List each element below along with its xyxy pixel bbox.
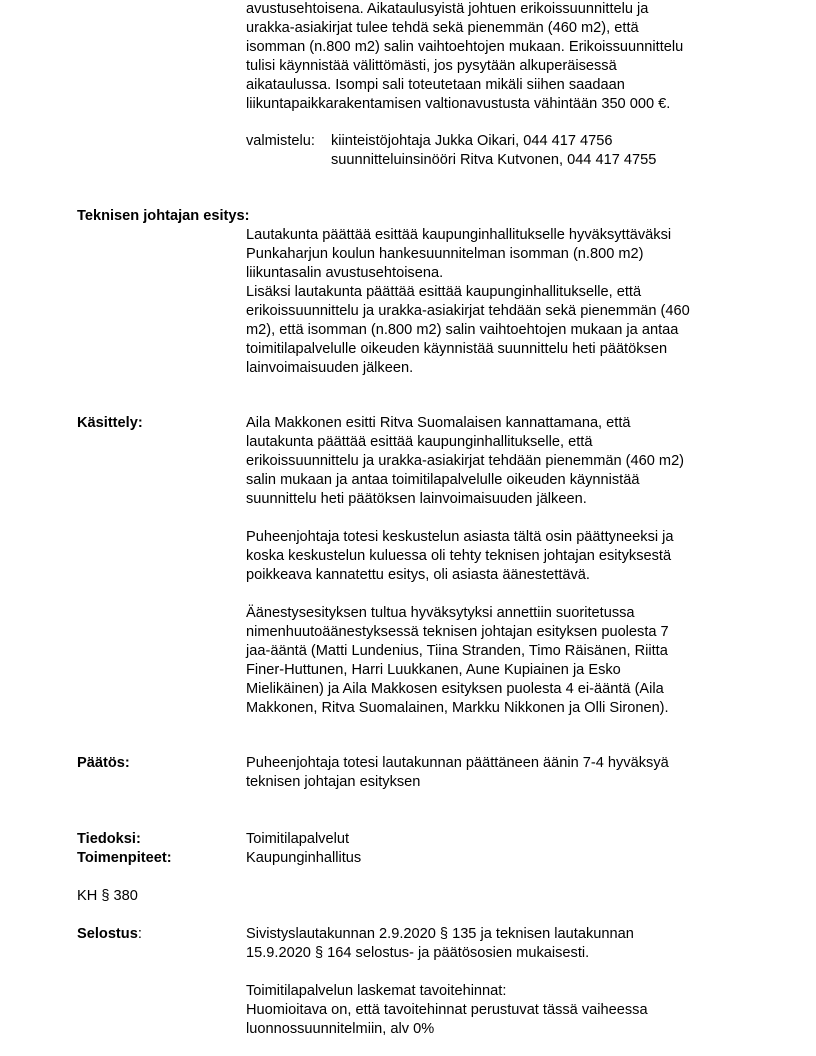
preparation-label: valmistelu: xyxy=(246,133,315,149)
proposal-label: Teknisen johtajan esitys: xyxy=(77,208,250,224)
decision-label: Päätös: xyxy=(77,755,130,771)
kh-reference: KH § 380 xyxy=(77,888,138,904)
actions-value: Kaupunginhallitus xyxy=(246,850,362,866)
info-value: Toimitilapalvelut xyxy=(246,831,350,847)
preparation-line-2: suunnitteluinsinööri Ritva Kutvonen, 044 417 4755 xyxy=(331,152,657,168)
info-label: Tiedoksi: xyxy=(77,831,141,847)
description-paragraph-1: Sivistyslautakunnan 2.9.2020 § 135 ja teknisen lautakunnan 15.9.2020 § 164 selostus- ja päätösosien mukaisesti. xyxy=(246,926,634,961)
intro-paragraph: avustusehtoisena. Aikataulusyistä johtuen erikoissuunnittelu ja urakka-asiakirjat tulee tehdä sekä pienemmän (460 m2), että isomman (n.800 m2) salin vaihtoehtojen mukaan. Erikoissuunnittelu tulisi käynnistää välittömästi, jos pysytään alkuperäisessä aikataulussa. Isompi sali toteutetaan mikäli siihen saadaan liikuntapaikkarakentamisen valtionavustusta vähintään 350 000 €. xyxy=(246,1,684,112)
handling-label: Käsittely: xyxy=(77,415,143,431)
description-label: Selostus xyxy=(77,926,138,942)
handling-paragraph-1: Aila Makkonen esitti Ritva Suomalaisen kannattamana, että lautakunta päättää esittää kaupunginhallitukselle, että erikoissuunnittelu ja urakka-asiakirjat tehdään pienemmän (460 m2) salin mukaan ja antaa toimitilapalvelulle oikeuden käynnistää suunnittelu heti päätöksen lainvoimaisuuden jälkeen. xyxy=(246,415,685,507)
description-label-wrap xyxy=(77,925,142,944)
actions-label: Toimenpiteet: xyxy=(77,850,172,866)
preparation-block xyxy=(246,132,766,170)
proposal-text: Lautakunta päättää esittää kaupunginhallitukselle hyväksyttäväksi Punkaharjun koulun hankesuunnitelman isomman (n.800 m2) liikuntasalin avustusehtoisena. Lisäksi lautakunta päättää esittää kaupunginhallitukselle, että erikoissuunnittelu ja urakka-asiakirjat tehdään sekä pienemmän (460 m2), että isomman (n.800 m2) salin vaihtoehtojen mukaan ja antaa toimitilapalvelulle oikeuden käynnistää suunnittelu heti päätöksen lainvoimaisuuden jälkeen. xyxy=(246,227,690,376)
decision-text: Puheenjohtaja totesi lautakunnan päättäneen äänin 7-4 hyväksyä teknisen johtajan esityksen xyxy=(246,755,669,790)
description-colon: : xyxy=(137,926,142,942)
preparation-line-1: kiinteistöjohtaja Jukka Oikari, 044 417 4756 xyxy=(331,133,613,149)
handling-paragraph-3: Äänestysesityksen tultua hyväksytyksi annettiin suoritetussa nimenhuutoäänestyksessä teknisen johtajan esityksen puolesta 7 jaa-ääntä (Matti Lundenius, Tiina Stranden, Timo Räisänen, Riitta Finer-Huttunen, Harri Luukkanen, Aune Kupiainen ja Esko Mielikäinen) ja Aila Makkosen esityksen puolesta 4 ei-ääntä (Aila Makkonen, Ritva Suomalainen, Markku Nikkonen ja Olli Sironen). xyxy=(246,605,669,716)
description-paragraph-2: Toimitilapalvelun laskemat tavoitehinnat: Huomioitava on, että tavoitehinnat perustuvat tässä vaiheessa luonnossuunnitelmiin, alv 0% xyxy=(246,983,648,1037)
handling-paragraph-2: Puheenjohtaja totesi keskustelun asiasta tältä osin päättyneeksi ja koska keskustelun kuluessa oli tehty teknisen johtajan esityksestä poikkeava kannatettu esitys, oli asiasta äänestettävä. xyxy=(246,529,674,583)
